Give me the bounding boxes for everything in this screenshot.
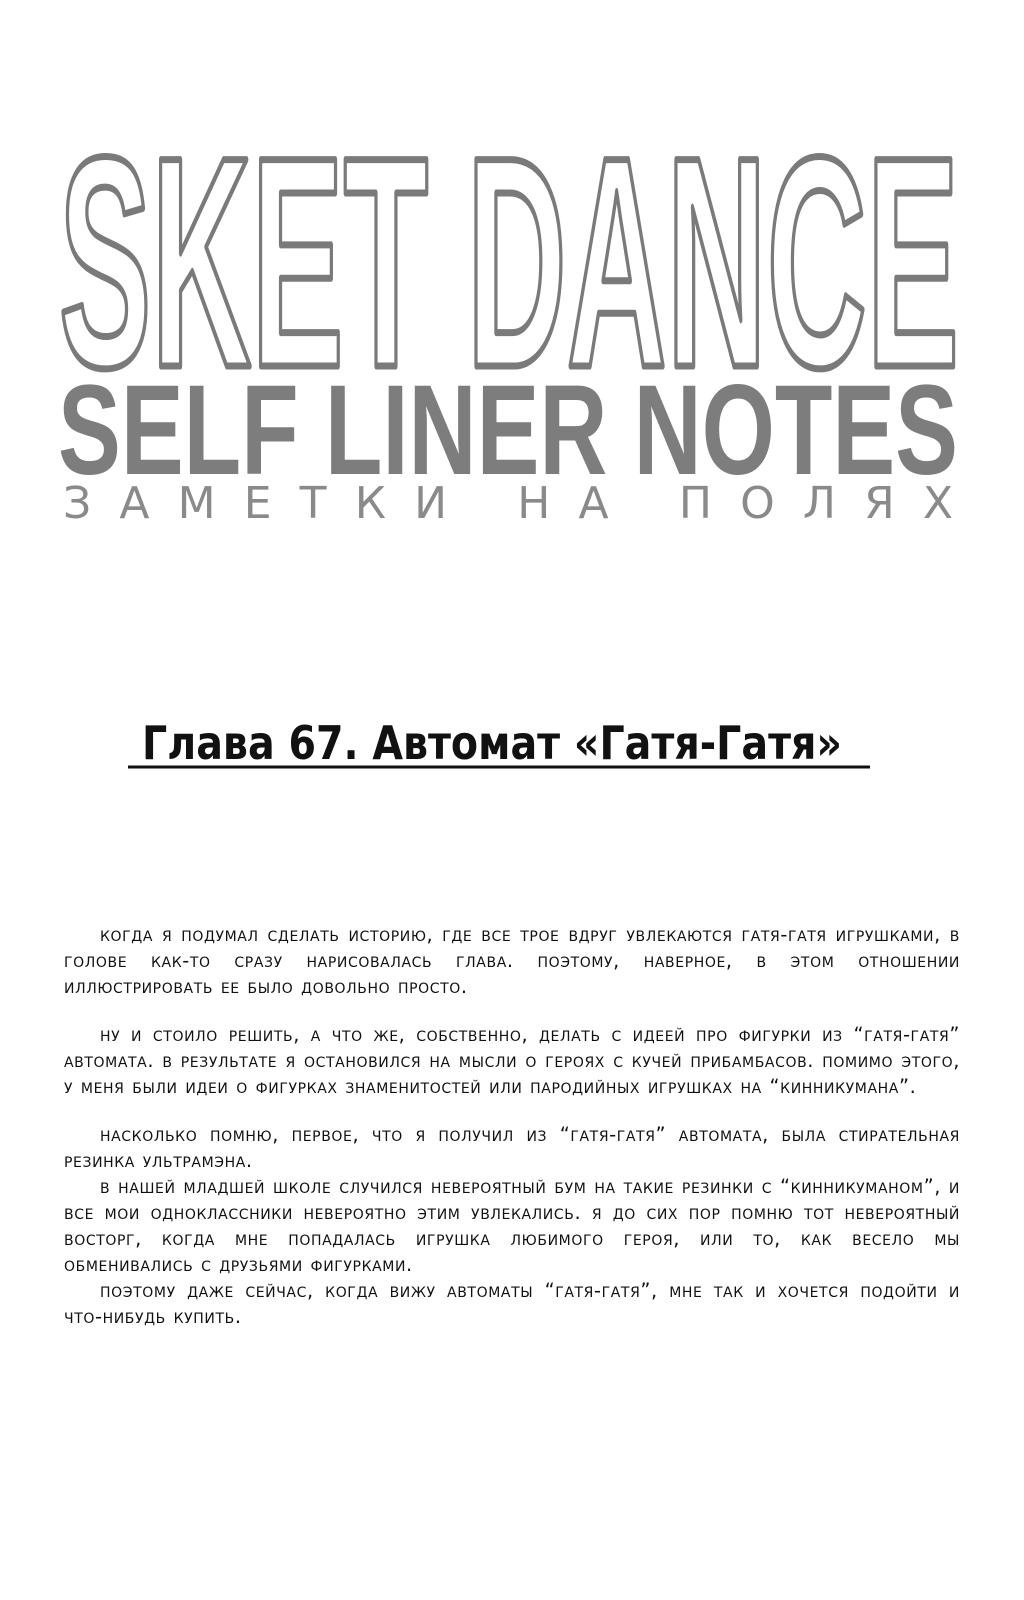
paragraph-4: в нашей младшей школе случился невероятный бум на такие резинки с “кинникуманом”, и все мои одноклассники невероятно этим увлекались. я до сих пор помню тот невероятный восторг, когда мне попадалась игрушка любимого героя, или то, как весело мы обменивались с друзьями фигурками. — [64, 1175, 960, 1276]
paragraph-2: ну и стоило решить, а что же, собственно, делать с идеей про фигурки из “гатя-гатя” автомата. в результате я остановился на мысли о героях с кучей прибамбасов. помимо этого, у меня были идеи о фигурках знаменитостей или пародийных игрушках на “кинникумана”. — [64, 1023, 960, 1098]
logo-title-text: SKET DANCE — [59, 94, 959, 386]
paragraph-5: поэтому даже сейчас, когда вижу автоматы “гатя-гатя”, мне так и хочется подойти и что-нибудь купить. — [64, 1279, 960, 1328]
chapter-heading — [128, 705, 890, 785]
logo-caption-text: ЗАМЕТКИ НА ПОЛЯХ — [63, 478, 953, 529]
chapter-title: Глава 67. Автомат «Гатя-Гатя» — [142, 716, 842, 770]
logo-subtitle — [48, 372, 968, 482]
paragraph-1: когда я подумал сделать историю, где все трое вдруг увлекаются гатя-гатя игрушками, в голове как-то сразу нарисовалась глава. поэтому, наверное, в этом отношении иллюстрировать ее было довольно просто. — [64, 923, 960, 998]
paragraph-3: насколько помню, первое, что я получил из “гатя-гатя” автомата, была стирательная резинка ультрамэна. — [64, 1123, 960, 1172]
liner-notes-body — [64, 922, 960, 1330]
logo-subtitle-text: SELF LINER NOTES — [58, 372, 959, 482]
logo-caption — [52, 478, 964, 538]
logo-title — [50, 86, 968, 386]
